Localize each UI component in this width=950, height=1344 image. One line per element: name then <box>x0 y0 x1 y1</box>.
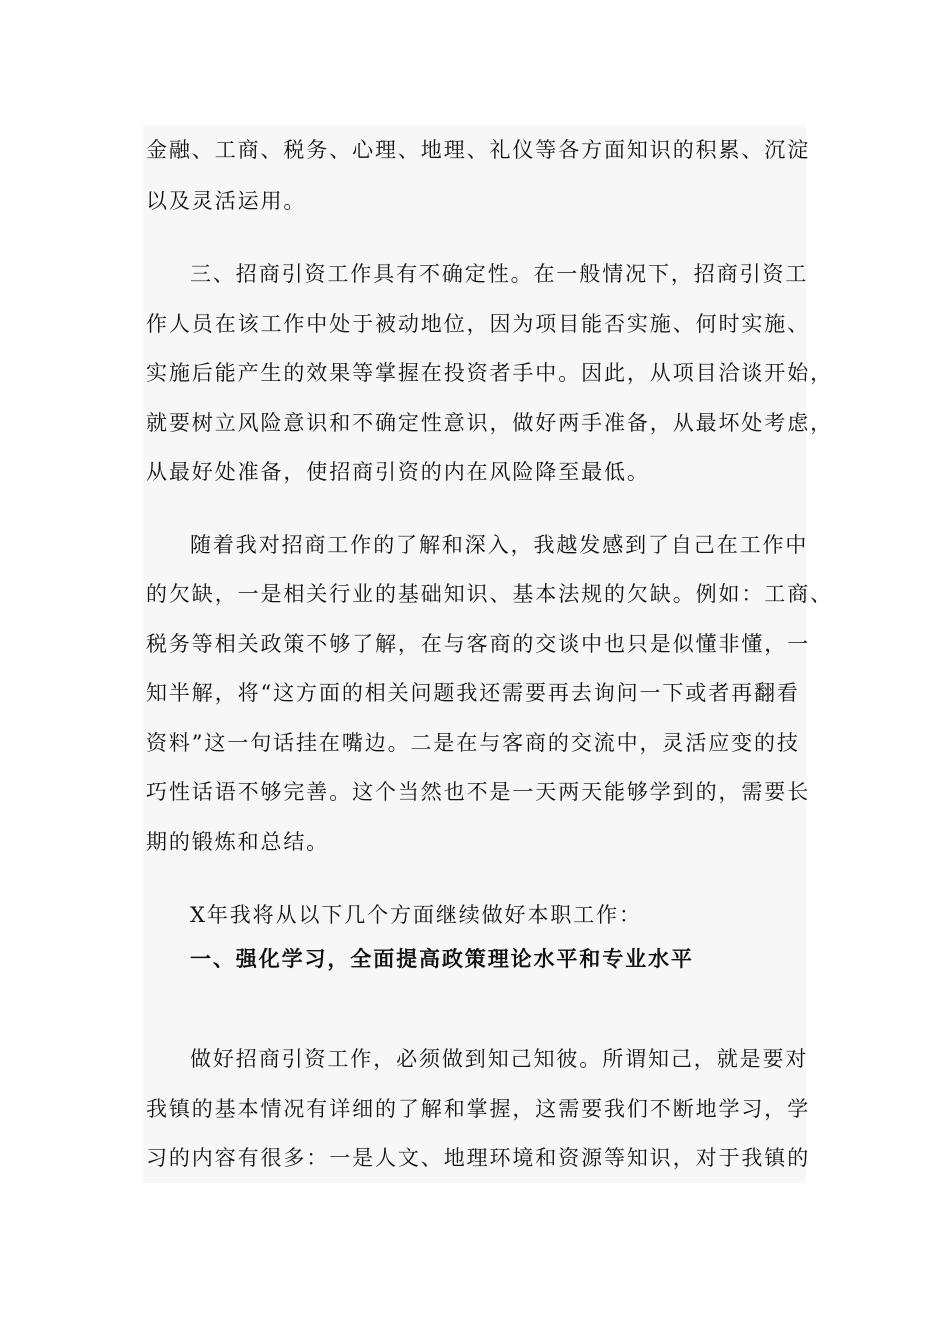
paragraph-line: 三、招商引资工作具有不确定性。在一般情况下，招商引资工 <box>190 262 809 286</box>
paragraph-line: 我镇的基本情况有详细的了解和掌握，这需要我们不断地学习，学 <box>146 1097 811 1121</box>
paragraph-line: 金融、工商、税务、心理、地理、礼仪等各方面知识的积累、沉淀 <box>146 138 811 162</box>
paragraph-line: 知半解，将“这方面的相关问题我还需要再去询问一下或者再翻看 <box>146 681 800 705</box>
paragraph-line: 的欠缺，一是相关行业的基础知识、基本法规的欠缺。例如：工商、 <box>146 582 833 606</box>
paragraph-line: 作人员在该工作中处于被动地位，因为项目能否实施、何时实施、 <box>146 312 811 336</box>
paragraph-line: X年我将从以下几个方面继续做好本职工作： <box>190 903 642 927</box>
paragraph-line: 资料”这一句话挂在嘴边。二是在与客商的交流中，灵活应变的技 <box>146 731 800 755</box>
paragraph-line: 从最好处准备，使招商引资的内在风险降至最低。 <box>146 460 650 484</box>
paragraph-line: 巧性话语不够完善。这个当然也不是一天两天能够学到的，需要长 <box>146 780 811 804</box>
paragraph-line: 随着我对招商工作的了解和深入，我越发感到了自己在工作中 <box>190 533 809 557</box>
paragraph-line: 实施后能产生的效果等掌握在投资者手中。因此，从项目洽谈开始， <box>146 361 833 385</box>
paragraph-line: 期的锻炼和总结。 <box>146 830 330 854</box>
paragraph-line: 以及灵活运用。 <box>146 189 307 213</box>
paragraph-line: 做好招商引资工作，必须做到知己知彼。所谓知己，就是要对 <box>190 1047 809 1071</box>
paragraph-line: 就要树立风险意识和不确定性意识，做好两手准备，从最坏处考虑， <box>146 411 833 435</box>
paragraph-line: 习的内容有很多：一是人文、地理环境和资源等知识，对于我镇的 <box>146 1146 811 1170</box>
paragraph-line: 税务等相关政策不够了解，在与客商的交谈中也只是似懂非懂，一 <box>146 632 811 656</box>
section-heading: 一、强化学习，全面提高政策理论水平和专业水平 <box>190 946 694 971</box>
